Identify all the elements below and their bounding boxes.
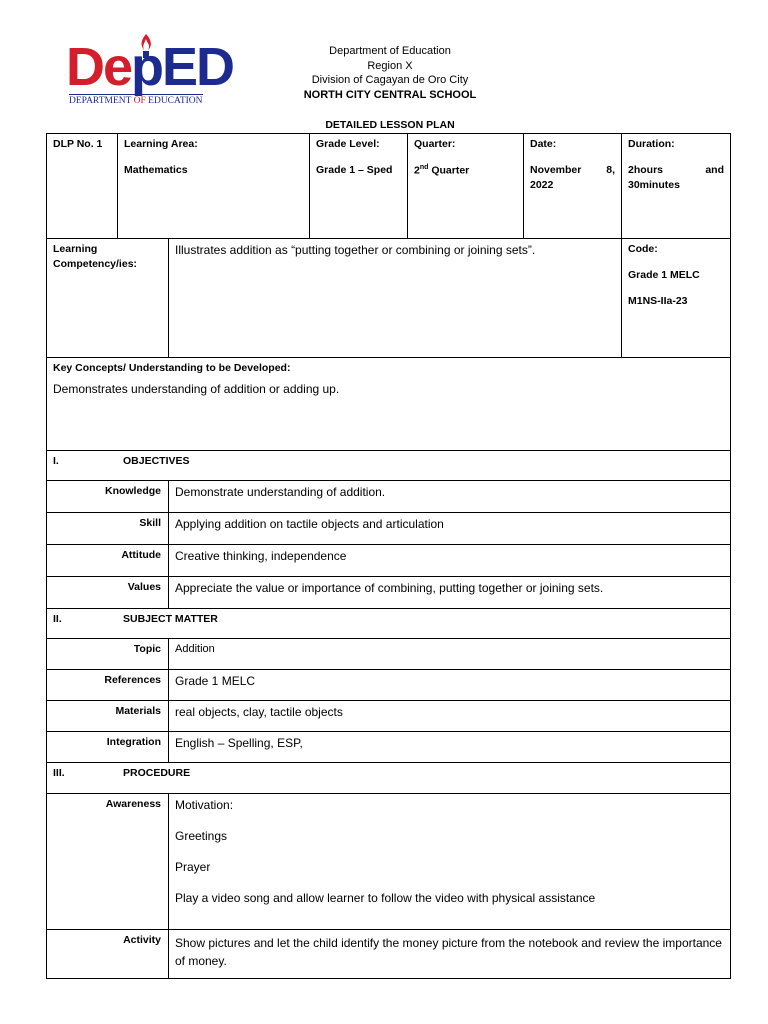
learning-area-value: Mathematics <box>124 164 188 176</box>
row-value: English – Spelling, ESP, <box>175 736 303 750</box>
key-concepts-row <box>47 358 731 451</box>
row-value: Applying addition on tactile objects and articulation <box>175 517 444 531</box>
row-label: Materials <box>115 705 161 717</box>
code-label: Code: <box>628 243 658 255</box>
section-number: III. <box>53 767 65 779</box>
duration-value-2: 30minutes <box>628 179 680 191</box>
competency-label: Learning <box>53 243 98 255</box>
date-label: Date: <box>530 138 557 150</box>
header-school: NORTH CITY CENTRAL SCHOOL <box>303 88 477 101</box>
table-row <box>47 670 731 701</box>
logo-wordmark: DepED <box>66 37 234 97</box>
table-row <box>47 732 731 763</box>
quarter-value: 2nd Quarter <box>414 164 470 177</box>
date-value: November 8, <box>530 164 615 176</box>
table-row <box>47 930 731 979</box>
awareness-line: Greetings <box>175 829 228 843</box>
table-row <box>47 577 731 609</box>
row-value: real objects, clay, tactile objects <box>175 705 343 719</box>
row-label: Awareness <box>105 798 161 810</box>
header-department: Department of Education <box>329 45 451 57</box>
table-row <box>47 545 731 577</box>
row-label: Skill <box>139 517 161 529</box>
section-subject-matter <box>47 609 731 639</box>
lesson-plan-table <box>46 133 731 979</box>
grade-level-label: Grade Level: <box>316 138 380 150</box>
row-label: Knowledge <box>104 485 161 497</box>
row-value: Appreciate the value or importance of combining, putting together or joining sets. <box>175 581 604 595</box>
table-row <box>47 794 731 930</box>
header-division: Division of Cagayan de Oro City <box>311 74 469 87</box>
row-value: Show pictures and let the child identify the money picture from the notebook and review the importance of money. <box>175 936 722 968</box>
awareness-line: Motivation: <box>175 798 234 812</box>
competency-text: Illustrates addition as “putting together or combining or joining sets”. <box>175 243 536 257</box>
section-objectives <box>47 451 731 481</box>
row-label: Attitude <box>121 549 161 561</box>
table-row <box>47 639 731 670</box>
duration-value: 2hours and <box>628 164 724 176</box>
section-title: SUBJECT MATTER <box>123 613 218 625</box>
code-value-2: M1NS-IIa-23 <box>628 295 688 307</box>
section-title: OBJECTIVES <box>123 455 190 467</box>
dlp-number: DLP No. 1 <box>53 138 103 150</box>
key-concepts-text: Demonstrates understanding of addition or adding up. <box>53 382 340 396</box>
table-row <box>47 513 731 545</box>
row-label: Values <box>127 581 161 593</box>
info-row <box>47 134 731 239</box>
row-label: References <box>104 674 161 686</box>
competency-row <box>47 239 731 358</box>
awareness-line: Play a video song and allow learner to follow the video with physical assistance <box>175 891 596 905</box>
row-value: Addition <box>175 643 215 655</box>
section-procedure <box>47 763 731 794</box>
table-row <box>47 481 731 513</box>
awareness-line: Prayer <box>175 860 211 874</box>
document-header <box>230 44 550 102</box>
section-number: II. <box>53 613 62 625</box>
table-row <box>47 701 731 732</box>
row-label: Integration <box>106 736 161 748</box>
learning-area-label: Learning Area: <box>124 138 198 150</box>
key-concepts-label: Key Concepts/ Understanding to be Developed: <box>53 362 291 374</box>
deped-logo <box>66 33 234 109</box>
grade-level-value: Grade 1 – Sped <box>316 164 393 176</box>
duration-label: Duration: <box>628 138 675 150</box>
section-title: PROCEDURE <box>123 767 191 779</box>
logo-subtitle: DEPARTMENT OF EDUCATION <box>69 96 203 106</box>
competency-label-2: Competency/ies: <box>53 258 138 270</box>
row-value: Creative thinking, independence <box>175 549 347 563</box>
code-value: Grade 1 MELC <box>628 269 700 281</box>
quarter-label: Quarter: <box>414 138 456 150</box>
row-value: Demonstrate understanding of addition. <box>175 485 386 499</box>
row-label: Activity <box>123 934 161 946</box>
date-year: 2022 <box>530 179 554 191</box>
header-region: Region X <box>367 59 413 72</box>
row-value: Grade 1 MELC <box>175 674 256 688</box>
section-number: I. <box>53 455 59 467</box>
row-label: Topic <box>133 643 161 655</box>
document-title: DETAILED LESSON PLAN <box>325 119 455 131</box>
